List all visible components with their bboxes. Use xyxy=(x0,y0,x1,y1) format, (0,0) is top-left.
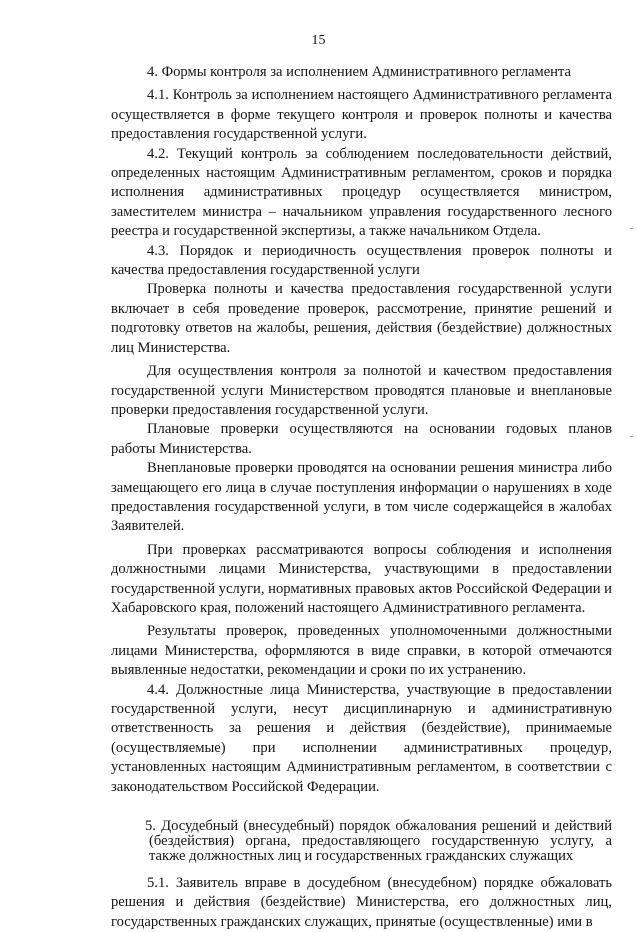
paragraph-check-questions: При проверках рассматриваются вопросы соблюдения и исполнения должностными лицами Министерства, участвующими в предоставлении государственной услуги, нормативных правовых актов Российской Федерации и Хабаровского края, положений настоящего Административного регламента. xyxy=(111,541,612,616)
section-5-heading: 5. Досудебный (внесудебный) порядок обжалования решений и действий (бездействия) органа, предоставляющего государственную услугу, а также должностных лиц и государственных гражданских служащих xyxy=(145,818,612,865)
scan-margin-mark xyxy=(630,436,633,437)
paragraph-unplanned-checks: Внеплановые проверки проводятся на основании решения министра либо замещающего его лица в случае поступления информации о нарушениях в ходе предоставления государственной услуги, в том числе содержащейся в жалобах Заявителей. xyxy=(111,460,612,535)
paragraph-control-types: Для осуществления контроля за полнотой и качеством предоставления государственной услуги Министерством проводятся плановые и внеплановые проверки предоставления государственной услуги. xyxy=(111,363,612,418)
scan-margin-mark xyxy=(630,228,633,229)
paragraph-4-2: 4.2. Текущий контроль за соблюдением последовательности действий, определенных настоящим Административным регламентом, сроков и порядка исполнения административных процедур осуществляется министром, заместителем министра – начальником управления государственного лесного реестра и государственной экспертизы, а также начальником Отдела. xyxy=(111,145,612,240)
paragraph-4-1: 4.1. Контроль за исполнением настоящего Административного регламента осуществляется в форме текущего контроля и проверок полноты и качества предоставления государственной услуги. xyxy=(111,87,612,143)
paragraph-planned-checks: Плановые проверки осуществляются на основании годовых планов работы Министерства. xyxy=(111,421,612,457)
paragraph-4-3: 4.3. Порядок и периодичность осуществления проверок полноты и качества предоставления государственной услуги xyxy=(111,242,612,279)
paragraph-check-scope: Проверка полноты и качества предоставления государственной услуги включает в себя проведение проверок, рассмотрение, принятие решений и подготовку ответов на жалобы, решения, действия (бездействие) должностных лиц Министерства. xyxy=(111,281,612,356)
paragraph-5-1: 5.1. Заявитель вправе в досудебном (внесудебном) порядке обжаловать решения и действия (бездействие) Министерства, его должностных лиц, государственных гражданских служащих, принятые (осуществленные) ими в xyxy=(111,875,612,930)
paragraph-4-4: 4.4. Должностные лица Министерства, участвующие в предоставлении государственной услуги, несут дисциплинарную и административную ответственность за решения и действия (бездействие), принимаемые (осуществляемые) при исполнении административных процедур, установленных настоящим Административным регламентом, в соответствии с законодательством Российской Федерации. xyxy=(111,681,612,795)
document-body xyxy=(111,63,612,932)
paragraph-check-results: Результаты проверок, проведенных уполномоченными должностными лицами Министерства, оформляются в виде справки, в которой отмечаются выявленные недостатки, рекомендации и сроки по их устранению. xyxy=(111,623,612,679)
page-number: 15 xyxy=(311,33,326,48)
section-4-heading: 4. Формы контроля за исполнением Административного регламента xyxy=(147,64,572,80)
